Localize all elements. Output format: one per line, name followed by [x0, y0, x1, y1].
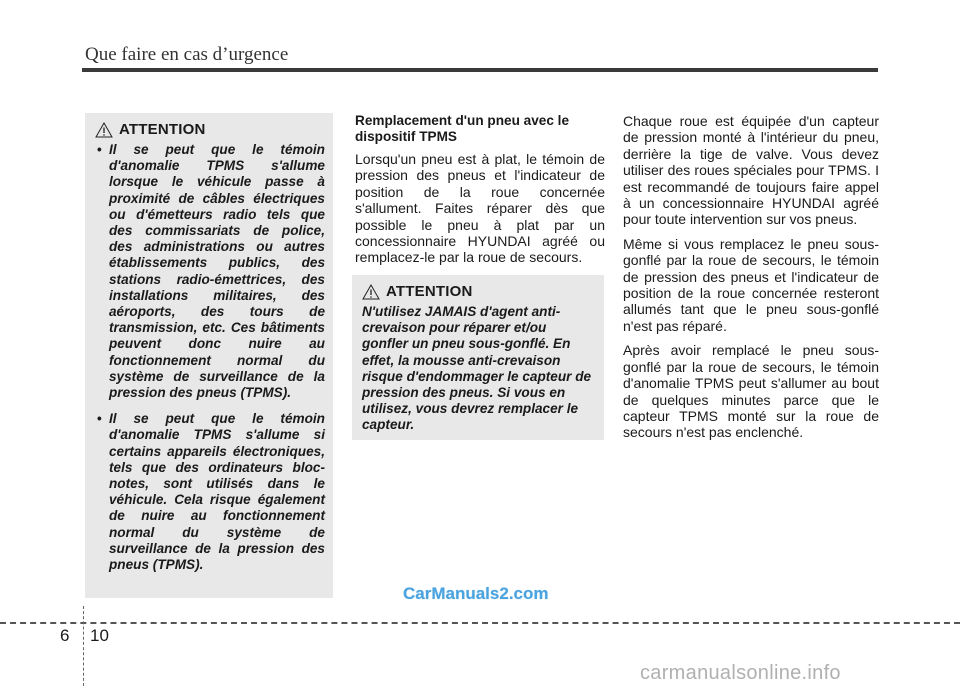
warning-triangle-icon	[362, 284, 380, 300]
attention-box-tpms-interference	[85, 113, 333, 598]
watermark-carmanuals2[interactable]: CarManuals2.com	[403, 584, 549, 603]
attention-heading	[95, 121, 333, 138]
paragraph: Chaque roue est équipée d'un capteur de pression monté à l'intérieur du pneu, derrière la tige de valve. Vous devez utiliser des roues spéciales pour TPMS. I est recommandé de toujours faire appel à un concessionnaire HYUNDAI agréé pour toute intervention sur vos pneus.	[623, 113, 879, 228]
footer-divider	[83, 606, 84, 686]
paragraph: Même si vous remplacez le pneu sous-gonflé par la roue de secours, le témoin de pression des pneus et l'indicateur de position de la roue concernée resteront allumés tant que le pneu sous-gonflé n'est pas réparé.	[623, 235, 879, 334]
section-title: Remplacement d'un pneu avec le dispositif TPMS	[355, 113, 570, 144]
attention-heading-text: ATTENTION	[386, 283, 473, 300]
column-middle	[355, 113, 605, 274]
paragraph: Après avoir remplacé le pneu sous-gonflé par la roue de secours, le témoin d'anomalie TPMS peut s'allumer au bout de quelques minutes parce que le capteur TPMS monté sur la roue de secours n'est pas enclenché.	[623, 342, 879, 441]
warning-triangle-icon	[95, 122, 113, 138]
page-header-title: Que faire en cas d’urgence	[85, 44, 289, 65]
column-right	[623, 113, 879, 449]
paragraph: Lorsqu'un pneu est à plat, le témoin de pression des pneus et l'indicateur de position de la roue concernée s'allument. Faites réparer dès que possible le pneu à plat par un concessionnaire HYUNDAI agréé ou remplacez-le par la roue de secours.	[355, 151, 605, 266]
attention-heading-text: ATTENTION	[119, 121, 206, 138]
footer-rule	[0, 622, 960, 624]
attention-heading	[362, 283, 604, 300]
watermark-carmanualsonline[interactable]: carmanualsonline.info	[640, 662, 841, 684]
attention-item: • Il se peut que le témoin d'anomalie TPMS s'allume si certains appareils électroniques, tels que des ordinateurs bloc-notes, sont utilisés dans le véhicule. Cela risque également de nuire au fonctionnement normal du système de surveillance de la pression des pneus (TPMS).	[95, 411, 325, 573]
attention-item: • Il se peut que le témoin d'anomalie TPMS s'allume lorsque le véhicule passe à proximité de câbles électriques ou d'émetteurs radio tels que des commissariats de police, des administrations ou autres établissements publics, des stations radio-émettrices, des installations militaires, des aéroports, des tours de transmission, etc. Ces bâtiments peuvent donc nuire au fonctionnement normal du système de surveillance de la pression des pneus (TPMS).	[95, 142, 325, 401]
attention-text: N'utilisez JAMAIS d'agent anti-crevaison pour réparer et/ou gonfler un pneu sous-gonflé. En effet, la mousse anti-crevaison risque d'endommager le capteur de pression des pneus. Si vous en utilisez, vous devrez remplacer le capteur.	[362, 304, 592, 433]
page-number: 10	[90, 626, 109, 645]
chapter-number: 6	[60, 626, 70, 645]
attention-box-anti-crevaison	[352, 275, 604, 440]
header-rule	[82, 68, 878, 72]
attention-list	[95, 142, 325, 573]
